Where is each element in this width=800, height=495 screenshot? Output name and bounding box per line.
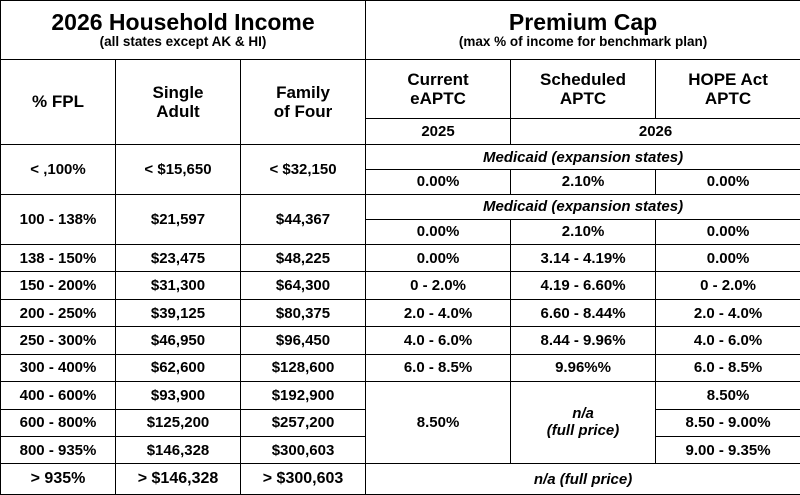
row-single-8: $125,200	[116, 409, 241, 436]
row-family-6: $128,600	[241, 354, 366, 381]
row-current-3: 0 - 2.0%	[366, 272, 511, 299]
row-single-10: > $146,328	[116, 464, 241, 495]
income-subtitle: (all states except AK & HI)	[99, 33, 267, 49]
merged-current-850: 8.50%	[366, 382, 511, 464]
row-fpl-3: 150 - 200%	[1, 272, 116, 299]
row-scheduled-0: 2.10%	[511, 169, 656, 194]
row-single-3: $31,300	[116, 272, 241, 299]
row-fpl-2: 138 - 150%	[1, 244, 116, 271]
row-family-0: < $32,150	[241, 145, 366, 195]
row-fpl-0: < ,100%	[1, 145, 116, 195]
row-hope-2: 0.00%	[656, 244, 800, 271]
row-single-5: $46,950	[116, 327, 241, 354]
row-fpl-1: 100 - 138%	[1, 195, 116, 245]
column-header-row	[1, 59, 800, 118]
row-hope-6: 6.0 - 8.5%	[656, 354, 800, 381]
row-current-4: 2.0 - 4.0%	[366, 299, 511, 326]
row-family-5: $96,450	[241, 327, 366, 354]
row-family-4: $80,375	[241, 299, 366, 326]
row-family-7: $192,900	[241, 382, 366, 409]
cap-title: Premium Cap	[508, 9, 658, 36]
cap-title-cell	[366, 1, 800, 60]
table-row	[1, 244, 800, 271]
row-family-9: $300,603	[241, 436, 366, 463]
header-fpl: % FPL	[1, 59, 116, 144]
row-fpl-9: 800 - 935%	[1, 436, 116, 463]
row-scheduled-5: 8.44 - 9.96%	[511, 327, 656, 354]
year-2026-cell: 2026	[511, 118, 800, 144]
row-hope-8: 8.50 - 9.00%	[656, 409, 800, 436]
row-current-6: 6.0 - 8.5%	[366, 354, 511, 381]
header-scheduled-aptc: Scheduled APTC	[511, 59, 656, 118]
row-hope-0: 0.00%	[656, 169, 800, 194]
table-row	[1, 195, 800, 219]
table-row	[1, 145, 800, 169]
row-scheduled-1: 2.10%	[511, 219, 656, 244]
row-current-2: 0.00%	[366, 244, 511, 271]
row-hope-1: 0.00%	[656, 219, 800, 244]
row-current-5: 4.0 - 6.0%	[366, 327, 511, 354]
cap-subtitle: (max % of income for benchmark plan)	[458, 33, 708, 49]
row-hope-3: 0 - 2.0%	[656, 272, 800, 299]
header-hope-act-aptc: HOPE Act APTC	[656, 59, 800, 118]
row-scheduled-4: 6.60 - 8.44%	[511, 299, 656, 326]
row-family-3: $64,300	[241, 272, 366, 299]
medicaid-note-1: Medicaid (expansion states)	[366, 195, 800, 219]
row-hope-4: 2.0 - 4.0%	[656, 299, 800, 326]
row-hope-9: 9.00 - 9.35%	[656, 436, 800, 463]
merged-scheduled-na	[511, 382, 656, 464]
header-family-of-four: Family of Four	[241, 59, 366, 144]
row-family-10: > $300,603	[241, 464, 366, 495]
row-single-0: < $15,650	[116, 145, 241, 195]
income-title: 2026 Household Income	[51, 9, 315, 36]
row-hope-7: 8.50%	[656, 382, 800, 409]
row-single-2: $23,475	[116, 244, 241, 271]
row-single-7: $93,900	[116, 382, 241, 409]
row-fpl-4: 200 - 250%	[1, 299, 116, 326]
table-row	[1, 382, 800, 409]
row-current-1: 0.00%	[366, 219, 511, 244]
year-2025-cell: 2025	[366, 118, 511, 144]
row-current-0: 0.00%	[366, 169, 511, 194]
row-family-2: $48,225	[241, 244, 366, 271]
medicaid-note-0: Medicaid (expansion states)	[366, 145, 800, 169]
table-row	[1, 464, 800, 495]
row-hope-10: n/a (full price)	[366, 464, 800, 495]
row-fpl-7: 400 - 600%	[1, 382, 116, 409]
row-fpl-8: 600 - 800%	[1, 409, 116, 436]
row-scheduled-6: 9.96%%	[511, 354, 656, 381]
row-scheduled-3: 4.19 - 6.60%	[511, 272, 656, 299]
row-fpl-5: 250 - 300%	[1, 327, 116, 354]
header-current-eaptc: Current eAPTC	[366, 59, 511, 118]
row-family-8: $257,200	[241, 409, 366, 436]
table-row	[1, 327, 800, 354]
row-single-4: $39,125	[116, 299, 241, 326]
row-single-9: $146,328	[116, 436, 241, 463]
row-single-1: $21,597	[116, 195, 241, 245]
title-row	[1, 1, 800, 60]
row-hope-5: 4.0 - 6.0%	[656, 327, 800, 354]
row-family-1: $44,367	[241, 195, 366, 245]
row-single-6: $62,600	[116, 354, 241, 381]
row-scheduled-2: 3.14 - 4.19%	[511, 244, 656, 271]
header-single-adult: Single Adult	[116, 59, 241, 144]
row-fpl-10: > 935%	[1, 464, 116, 495]
income-title-cell	[1, 1, 366, 60]
na-sublabel: (full price)	[546, 421, 620, 439]
na-label: n/a	[572, 404, 594, 422]
table-row	[1, 354, 800, 381]
table-row	[1, 272, 800, 299]
row-fpl-6: 300 - 400%	[1, 354, 116, 381]
table-row	[1, 299, 800, 326]
